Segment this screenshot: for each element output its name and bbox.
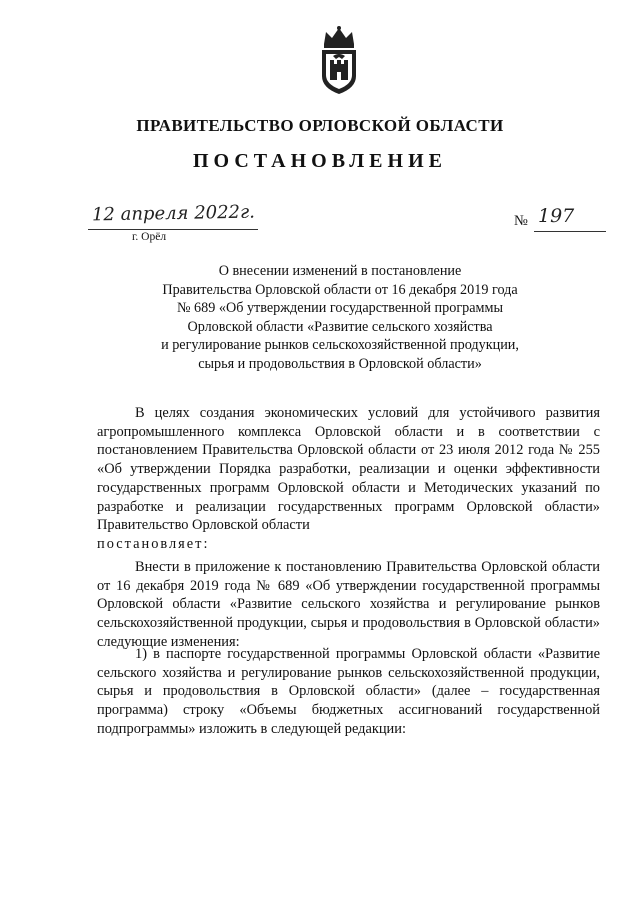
subject-line: Орловской области «Развитие сельского хозяйства [187, 318, 493, 335]
item-1-paragraph: 1) в паспорте государственной программы Орловской области «Развитие сельского хозяйства и регулирование рынков сельскохозяйственной продукции, сырья и продовольствия в Орловской области» (далее – государственная программа) строку «Объемы бюджетных ассигнований государственной подпрограммы» изложить в следующей редакции: [97, 646, 600, 737]
coat-of-arms-icon [316, 24, 362, 96]
number-sign: № [514, 213, 528, 229]
preamble-text: В целях создания экономических условий для устойчивого развития агропромышленного комплекса Орловской области и в соответствии с постановлением Правительства Орловской области от 23 июля 2012 года № 255 «Об утверждении Порядка разработки, реализации и оценки эффективности государственных программ Орловской области и Методических указаний по разработке и реализации государственных программ Орловской области» Правительство Орловской области [97, 405, 600, 534]
government-title: ПРАВИТЕЛЬСТВО ОРЛОВСКОЙ ОБЛАСТИ [136, 116, 504, 135]
document-subject [120, 262, 560, 374]
document-type: ПОСТАНОВЛЕНИЕ [193, 150, 447, 172]
handwritten-number: 197 [538, 205, 575, 227]
amendment-paragraph: Внести в приложение к постановлению Правительства Орловской области от 16 декабря 2019 года № 689 «Об утверждении государственной программы Орловской области «Развитие сельского хозяйства и регулирование рынков сельскохозяйственной продукции, сырья и продовольствия в Орловской области» следующие изменения: [97, 559, 600, 650]
place-of-issue: г. Орёл [132, 231, 167, 243]
subject-line: № 689 «Об утверждении государственной программы [176, 300, 504, 317]
handwritten-date: 12 апреля 2022г. [91, 201, 256, 226]
resolves-word: постановляет: [97, 535, 210, 552]
preamble-paragraph [97, 404, 600, 554]
subject-line: О внесении изменений в постановление [218, 263, 462, 279]
subject-line: сырья и продовольствия в Орловской области» [198, 355, 482, 372]
subject-line: и регулирование рынков сельскохозяйственной продукции, [161, 337, 519, 354]
date-underline [88, 229, 258, 230]
document-date [88, 203, 268, 253]
number-underline [534, 231, 606, 232]
document-number [514, 207, 604, 237]
subject-line: Правительства Орловской области от 16 декабря 2019 года [162, 281, 518, 298]
